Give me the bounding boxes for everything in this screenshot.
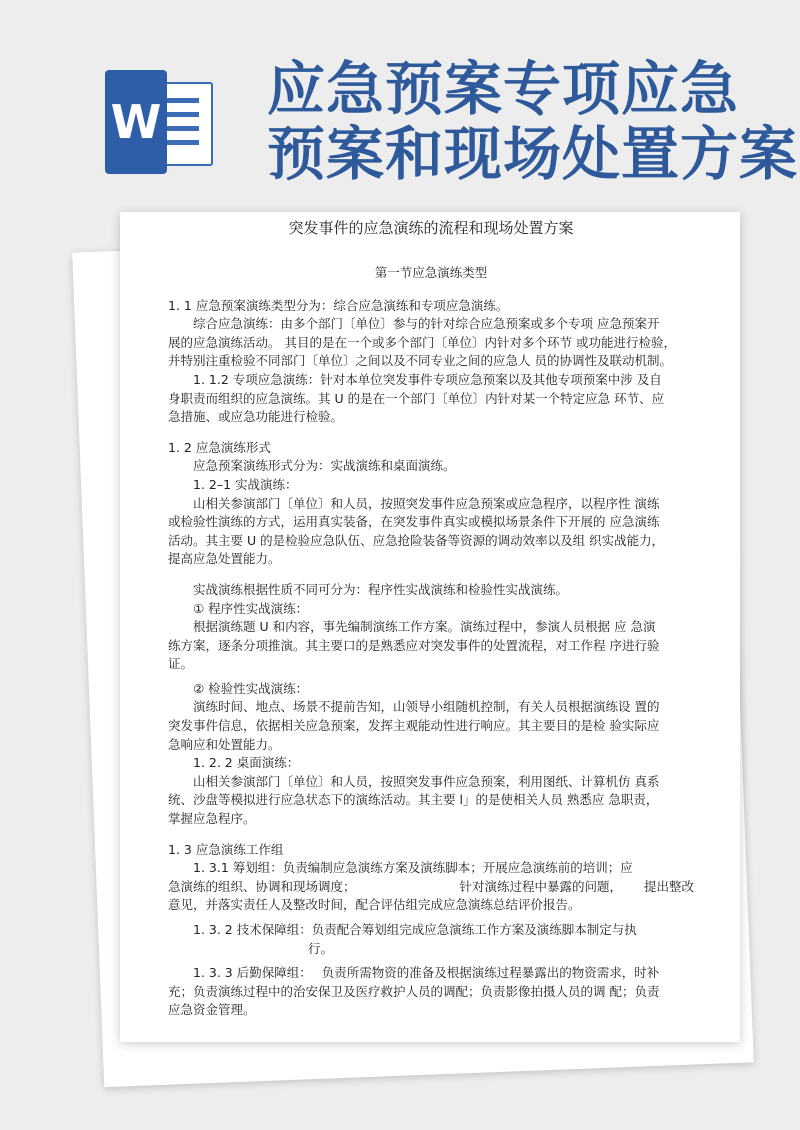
paragraph-line: 统、沙盘等模拟进行应急状态下的演练活动。其主要 l」的是使相关人员 熟悉应 急职责， [168, 792, 659, 808]
paragraph-line: 1. 3. 2 技术保障组：负责配合筹划组完成应急演练工作方案及演练脚本制定与执 [193, 922, 637, 937]
paragraph-line: 证。 [168, 656, 194, 672]
section-title: 第一节应急演练类型 [374, 265, 488, 280]
paragraph-line: 演练时间、地点、场景不提前告知，山领导小组随机控制，有关人员根据演练设 置的 [193, 699, 660, 715]
paragraph-line: 提高应急处置能力。 [168, 551, 281, 567]
word-icon-badge: W [105, 70, 167, 174]
header-banner [0, 0, 800, 205]
paragraph-line: 应急预案演练形式分为：实战演练和桌面演练。 [193, 458, 456, 474]
page-title-line: 预案和现场处置方案 [267, 120, 799, 188]
paragraph-line: 身职责而组织的应急演练。其 U 的是在一个部门〔单位〕内针对某一个特定应急 环节、应 [168, 390, 665, 406]
heading-1-2: 1. 2 应急演练形式 [168, 439, 271, 455]
paragraph-line: 急措施、或应急功能进行检验。 [168, 409, 344, 425]
paragraph-line: 山相关参演部门〔单位〕和人员，按照突发事件应急预案或应急程序，以程序性 演练 [193, 495, 660, 511]
paragraph-line: 实战演练根据性质不同可分为：程序性实战演练和检验性实战演练。 [193, 581, 569, 597]
page-title-line: 应急预案专项应急 [267, 55, 740, 123]
paragraph-line: 根据演练题 U 和内容，事先编制演练工作方案。演练过程中，参演人员根据 应 急演 [193, 619, 656, 635]
heading-1-2-1: 1. 2–1 实战演练： [193, 476, 298, 492]
procedural-heading: ① 程序性实战演练： [193, 600, 309, 616]
paragraph-line: 综合应急演练：由多个部门〔单位〕参与的针对综合应急预案或多个专项 应急预案开 [193, 316, 660, 332]
word-document-icon [105, 70, 217, 174]
paragraph-line: 提出整改 [643, 878, 694, 894]
paragraph-line: 充；负责演练过程中的治安保卫及医疗救护人员的调配；负责影像拍摄人员的调 配；负责 [168, 983, 660, 999]
paragraph-line: 掌握应急程序。 [168, 811, 256, 827]
paragraph-line: 并特别注重检验不同部门〔单位〕之间以及不同专业之间的应急人 员的协调性及联动机制。 [168, 353, 672, 369]
paragraph-line: 1. 1.2 专项应急演练：针对本单位突发事件专项应急预案以及其他专项预案中涉 及自 [193, 371, 662, 387]
paragraph-line: 负责所需物资的准备及根据演练过程暴露出的物资需求，时补 [321, 965, 660, 981]
paragraph-line: 急演练的组织、协调和现场调度； [168, 878, 356, 894]
paragraph-line: 活动。其主要 U 的是检验应急队伍、应急抢险装备等资源的调动效率以及组 织实战能力， [168, 532, 665, 548]
page-title [267, 55, 799, 188]
paragraph-line: 急响应和处置能力。 [168, 736, 281, 752]
heading-1-1: 1. 1 应急预案演练类型分为：综合应急演练和专项应急演练。 [168, 297, 509, 313]
tabletop-heading: 1. 2. 2 桌面演练： [193, 755, 300, 771]
paragraph-line: 意见，并落实责任人及整改时间，配合评估组完成应急演练总结评价报告。 [168, 897, 581, 913]
paragraph-line: 行。 [308, 940, 334, 956]
paragraph-line: 1. 3.1 筹划组：负责编制应急演练方案及演练脚本；开展应急演练前的培训；应 [193, 860, 633, 876]
paragraph-line: 展的应急演练活动。 其目的是在一个或多个部门〔单位〕内针对多个环节 或功能进行检验， [168, 334, 676, 350]
paragraph-line: 山相关参演部门〔单位〕和人员，按照突发事件应急预案，利用图纸、计算机仿 真系 [193, 773, 660, 789]
paragraph-line: 1. 3. 3 后勤保障组： [193, 965, 312, 981]
heading-1-3: 1. 3 应急演练工作组 [168, 841, 284, 857]
paragraph-line: 或检验性演练的方式，运用真实装备，在突发事件真实或模拟场景条件下开展的 应急演练 [168, 514, 660, 530]
document-title: 突发事件的应急演练的流程和现场处置方案 [288, 219, 574, 237]
paragraph-line: 针对演练过程中暴露的问题， [459, 878, 622, 894]
inspection-heading: ② 检验性实战演练： [193, 680, 309, 696]
paragraph-line: 应急资金管理。 [168, 1002, 256, 1018]
paragraph-line: 突发事件信息，依据相关应急预案，发挥主观能动性进行响应。其主要目的是检 验实际应 [168, 718, 660, 734]
document-page [120, 212, 740, 1042]
paragraph-line: 练方案，逐条分项推演。其主要口的是熟悉应对突发事件的处置流程，对工作程 序进行验 [168, 637, 660, 653]
